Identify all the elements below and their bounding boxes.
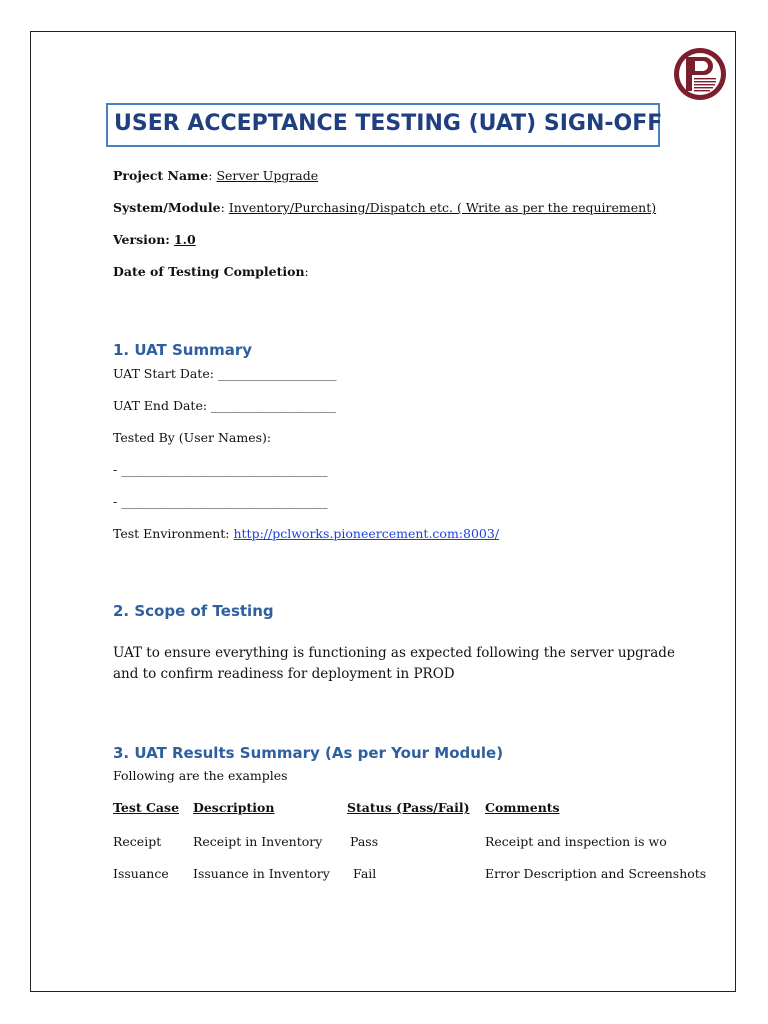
version-line (113, 232, 196, 247)
column-header-test-case: Test Case (113, 800, 180, 815)
table-cell-status: Pass (350, 834, 379, 849)
table-cell-comments: Receipt and inspection is wo (485, 834, 667, 849)
table-cell-description: Issuance in Inventory (193, 866, 330, 881)
project-name-value: Server Upgrade (216, 168, 319, 183)
testing-completion-line: Date of Testing Completion: (113, 264, 309, 279)
uat-end-date: UAT End Date: ____________________ (113, 398, 337, 413)
system-module-line: System/Module: Inventory/Purchasing/Dispatch etc. ( Write as per the requirement) (113, 200, 657, 215)
version-value: 1.0 (173, 232, 196, 247)
uat-start-date: UAT Start Date: ___________________ (113, 366, 337, 381)
company-logo (672, 45, 728, 103)
section-heading-uat-summary: 1. UAT Summary (113, 341, 253, 359)
test-environment-label: Test Environment: (113, 526, 234, 541)
tested-by-user-line-2: - _________________________________ (113, 494, 328, 509)
document-title: USER ACCEPTANCE TESTING (UAT) SIGN-OFF (114, 111, 663, 136)
tested-by-user-line-1: - _________________________________ (113, 462, 328, 477)
table-cell-test-case: Issuance (113, 866, 169, 881)
section-heading-scope: 2. Scope of Testing (113, 602, 274, 620)
column-header-description: Description (193, 800, 275, 815)
column-header-status: Status (Pass/Fail) (347, 800, 470, 815)
column-header-comments: Comments (485, 800, 560, 815)
scope-paragraph (113, 643, 675, 685)
table-cell-test-case: Receipt (113, 834, 162, 849)
project-name-line: Project Name: Server Upgrade (113, 168, 319, 183)
project-name-label: Project Name (113, 168, 209, 183)
title-box (106, 103, 663, 147)
system-module-label: System/Module (113, 200, 221, 215)
section-heading-results: 3. UAT Results Summary (As per Your Module) (113, 744, 504, 762)
table-cell-description: Receipt in Inventory (193, 834, 323, 849)
version-label: Version: (113, 232, 170, 247)
tested-by-label: Tested By (User Names): (113, 430, 272, 445)
table-cell-status: Fail (353, 866, 377, 881)
system-module-value: Inventory/Purchasing/Dispatch etc. ( Write as per the requirement) (228, 200, 657, 215)
table-cell-comments: Error Description and Screenshots (485, 866, 707, 881)
testing-completion-label: Date of Testing Completion (113, 264, 305, 279)
test-environment-line (113, 526, 499, 541)
results-note: Following are the examples (113, 768, 288, 783)
scope-line-1: UAT to ensure everything is functioning as expected following the server upgrade (113, 645, 675, 661)
scope-line-2: and to confirm readiness for deployment in PROD (113, 666, 455, 682)
test-environment-link[interactable]: http://pclworks.pioneercement.com:8003/ (233, 526, 500, 541)
